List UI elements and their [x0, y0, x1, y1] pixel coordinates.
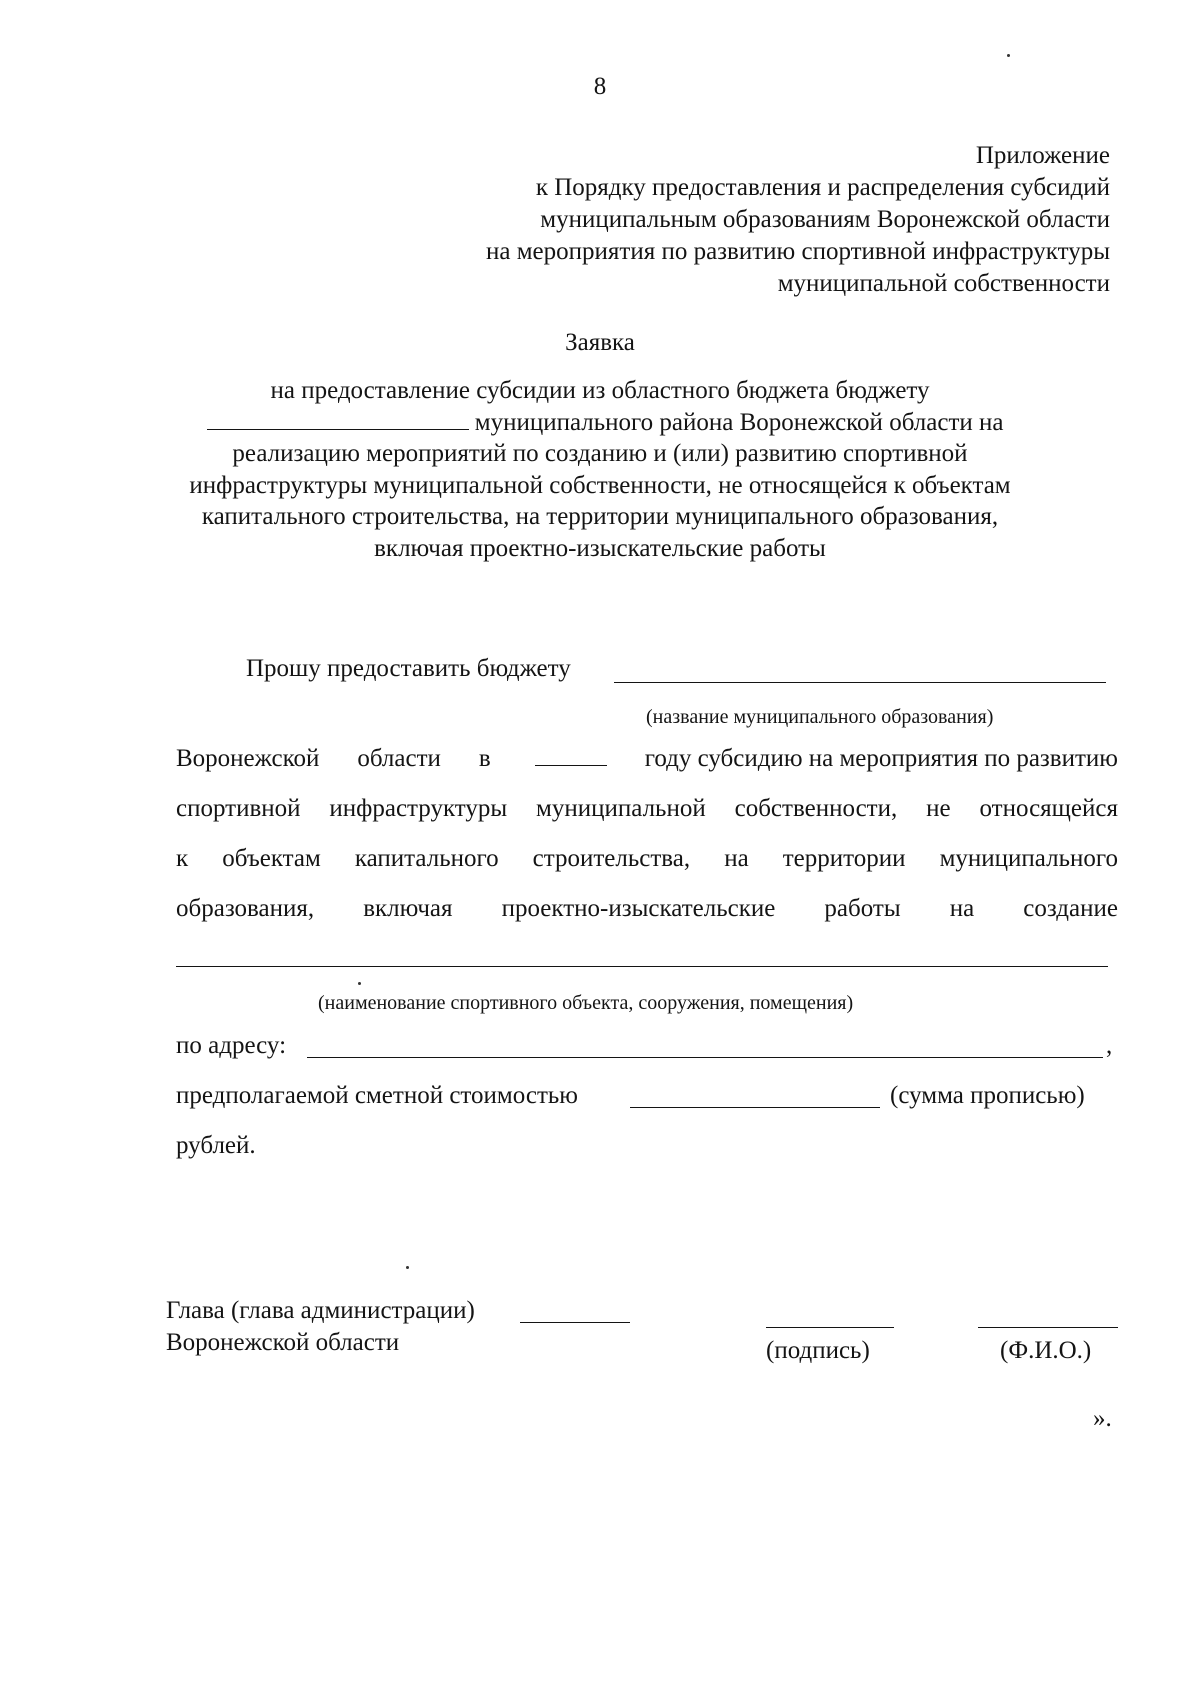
body-word: объектам: [222, 845, 321, 872]
body-word: создание: [1023, 895, 1118, 922]
appendix-line: муниципальной собственности: [777, 270, 1110, 297]
body-word: к: [176, 845, 189, 872]
body-word: образования,: [176, 895, 315, 922]
body-word: капитального: [354, 845, 499, 872]
name-blank[interactable]: [978, 1327, 1118, 1328]
signature-blank[interactable]: [766, 1327, 894, 1328]
document-title: Заявка: [565, 329, 635, 356]
subtitle-line: муниципального района Воронежской области на: [474, 408, 1004, 436]
body-word: строительства,: [532, 845, 691, 872]
municipality-blank[interactable]: [614, 682, 1106, 683]
appendix-line: Приложение: [975, 142, 1110, 169]
subtitle-line: включая проектно-изыскательские работы: [374, 534, 826, 562]
body-line-1: [176, 743, 1118, 775]
body-word: работы: [824, 895, 901, 922]
municipality-caption: (название муниципального образования): [646, 706, 994, 728]
address-end-comma: ,: [1106, 1032, 1113, 1059]
object-caption: (наименование спортивного объекта, сооружения, помещения): [318, 992, 854, 1014]
appendix-line: муниципальным образованиям Воронежской области: [540, 206, 1110, 233]
district-blank[interactable]: [207, 407, 469, 430]
page-number: 8: [593, 73, 607, 100]
body-word: включая: [363, 895, 453, 922]
document-subtitle: [0, 375, 1200, 564]
body-text: году субсидию на мероприятия по развитию: [644, 745, 1118, 772]
name-caption: (Ф.И.О.): [1000, 1337, 1092, 1364]
head-blank[interactable]: [520, 1322, 630, 1323]
region-label: Воронежской области: [166, 1329, 400, 1356]
scan-speck: [358, 982, 361, 985]
subtitle-line-with-blank: [0, 407, 1200, 439]
body-line-2: спортивной инфраструктуры муниципальной собственности, не относящейся: [176, 795, 1118, 822]
cost-label: предполагаемой сметной стоимостью: [176, 1082, 578, 1109]
object-name-blank[interactable]: [176, 966, 1108, 967]
body-word: территории: [782, 845, 906, 872]
body-word: муниципального: [939, 845, 1118, 872]
subtitle-line: инфраструктуры муниципальной собственности, не относящейся к объектам: [189, 471, 1011, 499]
scan-speck: [1007, 54, 1010, 57]
subtitle-line: капитального строительства, на территории муниципального образования,: [201, 503, 999, 530]
scan-speck: [406, 1266, 409, 1269]
appendix-line: к Порядку предоставления и распределения субсидий: [535, 174, 1110, 201]
currency-label: рублей.: [176, 1132, 256, 1159]
subtitle-line: на предоставление субсидии из областного бюджета бюджету: [270, 377, 930, 404]
body-word: области: [357, 745, 441, 772]
body-word: в: [478, 745, 491, 772]
head-label: Глава (глава администрации): [166, 1297, 475, 1324]
body-line-3: [176, 843, 1118, 875]
request-prefix: Прошу предоставить бюджету: [246, 655, 571, 682]
closing-quote: ».: [1093, 1405, 1112, 1432]
cost-suffix: (сумма прописью): [890, 1082, 1085, 1109]
cost-blank[interactable]: [630, 1107, 880, 1108]
address-label: по адресу:: [176, 1032, 287, 1059]
body-line-4: [176, 893, 1118, 925]
body-word: на: [949, 895, 975, 922]
year-blank[interactable]: [535, 743, 607, 766]
appendix-line: на мероприятия по развитию спортивной инфраструктуры: [486, 238, 1110, 265]
appendix-header: [486, 140, 1110, 300]
signature-caption: (подпись): [766, 1337, 870, 1364]
body-word: на: [724, 845, 749, 872]
subtitle-line: реализацию мероприятий по созданию и (или) развитию спортивной: [232, 440, 968, 467]
body-word: проектно-изыскательские: [501, 895, 776, 922]
body-word: Воронежской: [176, 745, 320, 772]
address-blank[interactable]: [307, 1057, 1103, 1058]
